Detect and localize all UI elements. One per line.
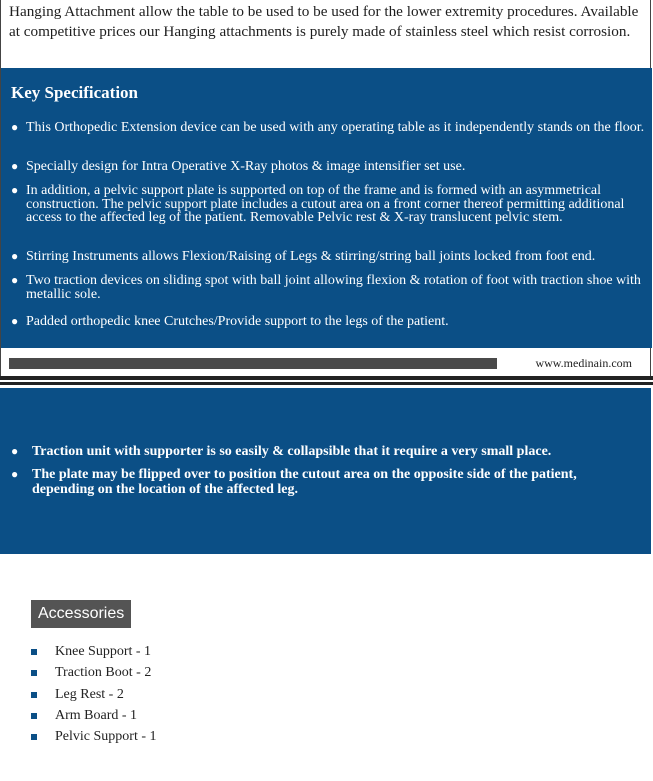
spec-text: Stirring Instruments allows Flexion/Raising of Legs & stirring/string ball joints locked from foot end. [26,249,596,264]
accessory-text: Pelvic Support - 1 [55,729,157,744]
feature-item [11,467,632,497]
features-panel [0,388,651,554]
spec-item [11,314,648,329]
key-specification-heading: Key Specification [11,83,139,102]
page-divider [0,382,653,385]
spec-item [11,159,648,174]
spec-text: This Orthopedic Extension device can be used with any operating table as it independently stands on the floor. [26,120,645,135]
footer-rule [9,358,497,369]
accessory-item [55,708,137,724]
square-bullet-icon [31,713,37,719]
square-bullet-icon [31,692,37,698]
bullet-icon: ● [11,467,19,481]
accessories-heading: Accessories [31,600,131,628]
spec-text: Two traction devices on sliding spot with ball joint allowing flexion & rotation of foot with traction shoe with metallic sole. [26,273,641,302]
intro-paragraph: Hanging Attachment allow the table to be used to be used for the lower extremity procedures. Available at competitive prices our Hanging attachments is purely made of stainless steel which resist corrosion. [9,3,639,40]
bullet-icon: ● [11,444,19,458]
accessory-text: Arm Board - 1 [55,708,138,723]
accessory-item [55,687,124,703]
spec-text: Padded orthopedic knee Crutches/Provide support to the legs of the patient. [26,314,449,329]
spec-item [11,249,648,264]
feature-item [11,444,632,459]
bullet-icon: ● [11,314,19,328]
accessory-text: Knee Support - 1 [55,644,152,659]
spec-item [11,183,648,225]
page-1 [0,0,651,376]
bullet-icon: ● [11,249,19,263]
accessory-item [55,729,157,745]
accessory-item [55,665,151,681]
website-link[interactable]: www.medinain.com [535,356,632,370]
feature-text: The plate may be flipped over to position the cutout area on the opposite side of the patient, depending on the location of the affected leg. [32,467,577,497]
bullet-icon: ● [11,183,19,197]
square-bullet-icon [31,649,37,655]
square-bullet-icon [31,734,37,740]
spec-text: Specially design for Intra Operative X-Ray photos & image intensifier set use. [26,159,466,174]
accessory-text: Traction Boot - 2 [55,665,152,680]
feature-text: Traction unit with supporter is so easily & collapsible that it require a very small place. [32,444,552,459]
bullet-icon: ● [11,120,19,134]
footer-bar [1,356,652,372]
accessory-item [55,644,151,660]
key-specification-panel [1,68,652,348]
spec-text: In addition, a pelvic support plate is supported on top of the frame and is formed with an asymmetrical construction. The pelvic support plate includes a cutout area on a front corner thereof permitting additional access to the affected leg of the patient. Removable Pelvic rest & X-ray translucent pelvic stem. [26,183,625,225]
spec-item [11,273,648,302]
page-divider [0,376,653,380]
accessory-text: Leg Rest - 2 [55,687,124,702]
spec-item [11,120,648,135]
bullet-icon: ● [11,273,19,287]
square-bullet-icon [31,670,37,676]
bullet-icon: ● [11,159,19,173]
